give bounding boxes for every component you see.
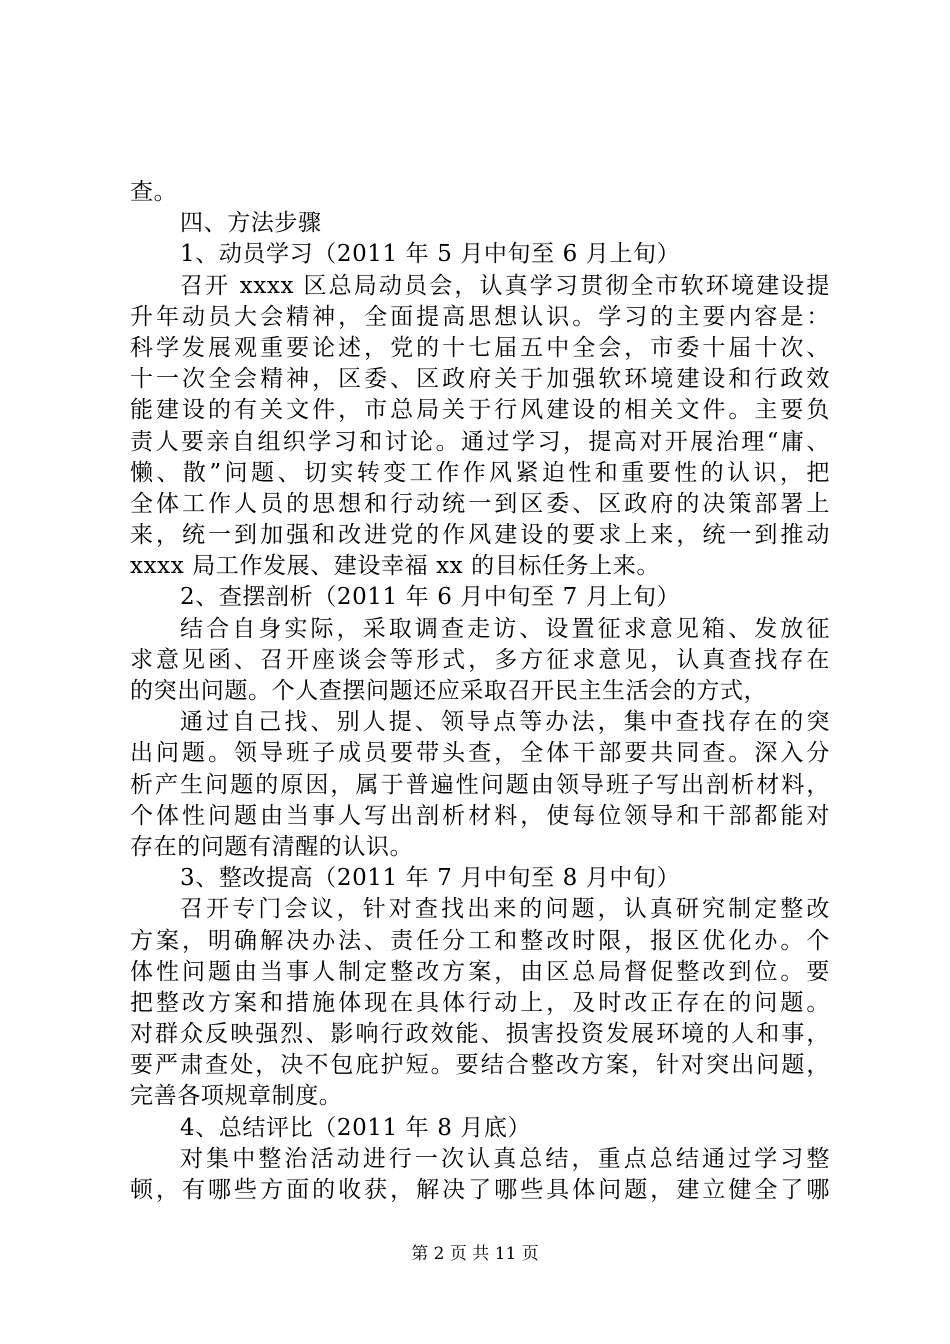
text-line: 的突出问题。个人查摆问题还应采取召开民主生活会的方式，	[130, 678, 768, 704]
text-line: 来，统一到加强和改进党的作风建设的要求上来，统一到推动	[130, 522, 830, 549]
text-line: 召开专门会议，针对查找出来的问题，认真研究制定整改	[180, 896, 830, 923]
text-line: 对集中整治活动进行一次认真总结，重点总结通过学习整	[180, 1145, 830, 1172]
text-line: 3、整改提高（2011 年 7 月中旬至 8 月中旬）	[180, 865, 681, 892]
text-line: 体性问题由当事人制定整改方案，由区总局督促整改到位。要	[130, 958, 830, 985]
document-body	[130, 177, 830, 1206]
text-line: 顿，有哪些方面的收获，解决了哪些具体问题，建立健全了哪	[130, 1177, 830, 1203]
text-line: 通过自己找、别人提、领导点等办法，集中查找存在的突	[180, 709, 830, 736]
text-line: 能建设的有关文件，市总局关于行风建设的相关文件。主要负	[130, 397, 830, 424]
text-line: 完善各项规章制度。	[130, 1083, 343, 1110]
text-line: 析产生问题的原因，属于普遍性问题由领导班子写出剖析材料，	[130, 771, 830, 798]
text-line: 十一次全会精神，区委、区政府关于加强软环境建设和行政效	[130, 366, 830, 393]
text-line: xxxx 局工作发展、建设幸福 xx 的目标任务上来。	[130, 553, 660, 580]
text-line: 科学发展观重要论述，党的十七届五中全会，市委十届十次、	[130, 334, 830, 361]
text-line: 四、方法步骤	[180, 210, 322, 237]
text-line: 求意见函、召开座谈会等形式，多方征求意见，认真查找存在	[130, 646, 830, 673]
text-line: 存在的问题有清醒的认识。	[130, 833, 414, 860]
text-line: 升年动员大会精神，全面提高思想认识。学习的主要内容是：	[130, 303, 830, 330]
text-line: 方案，明确解决办法、责任分工和整改时限，报区优化办。个	[130, 927, 830, 954]
text-line: 懒、散”问题、切实转变工作作风紧迫性和重要性的认识，把	[130, 459, 830, 486]
text-line: 把整改方案和措施体现在具体行动上，及时改正存在的问题。	[130, 989, 830, 1016]
text-line: 2、查摆剖析（2011 年 6 月中旬至 7 月上旬）	[180, 584, 681, 611]
text-line: 要严肃查处，决不包庇护短。要结合整改方案，针对突出问题，	[130, 1052, 830, 1079]
text-line: 查。	[130, 179, 178, 205]
text-line: 责人要亲自组织学习和讨论。通过学习，提高对开展治理“庸、	[130, 428, 830, 455]
text-line: 召开 xxxx 区总局动员会，认真学习贯彻全市软环境建设提	[180, 272, 830, 299]
text-line: 全体工作人员的思想和行动统一到区委、区政府的决策部署上	[130, 490, 830, 517]
page-footer: 第 2 页 共 11 页	[411, 1244, 539, 1264]
text-line: 个体性问题由当事人写出剖析材料，使每位领导和干部都能对	[130, 802, 830, 829]
text-line: 1、动员学习（2011 年 5 月中旬至 6 月上旬）	[180, 241, 681, 268]
text-line: 结合自身实际，采取调查走访、设置征求意见箱、发放征	[180, 615, 830, 642]
text-line: 4、总结评比（2011 年 8 月底）	[180, 1114, 532, 1141]
text-line: 出问题。领导班子成员要带头查，全体干部要共同查。深入分	[130, 740, 830, 767]
text-line: 对群众反映强烈、影响行政效能、损害投资发展环境的人和事，	[130, 1021, 830, 1048]
